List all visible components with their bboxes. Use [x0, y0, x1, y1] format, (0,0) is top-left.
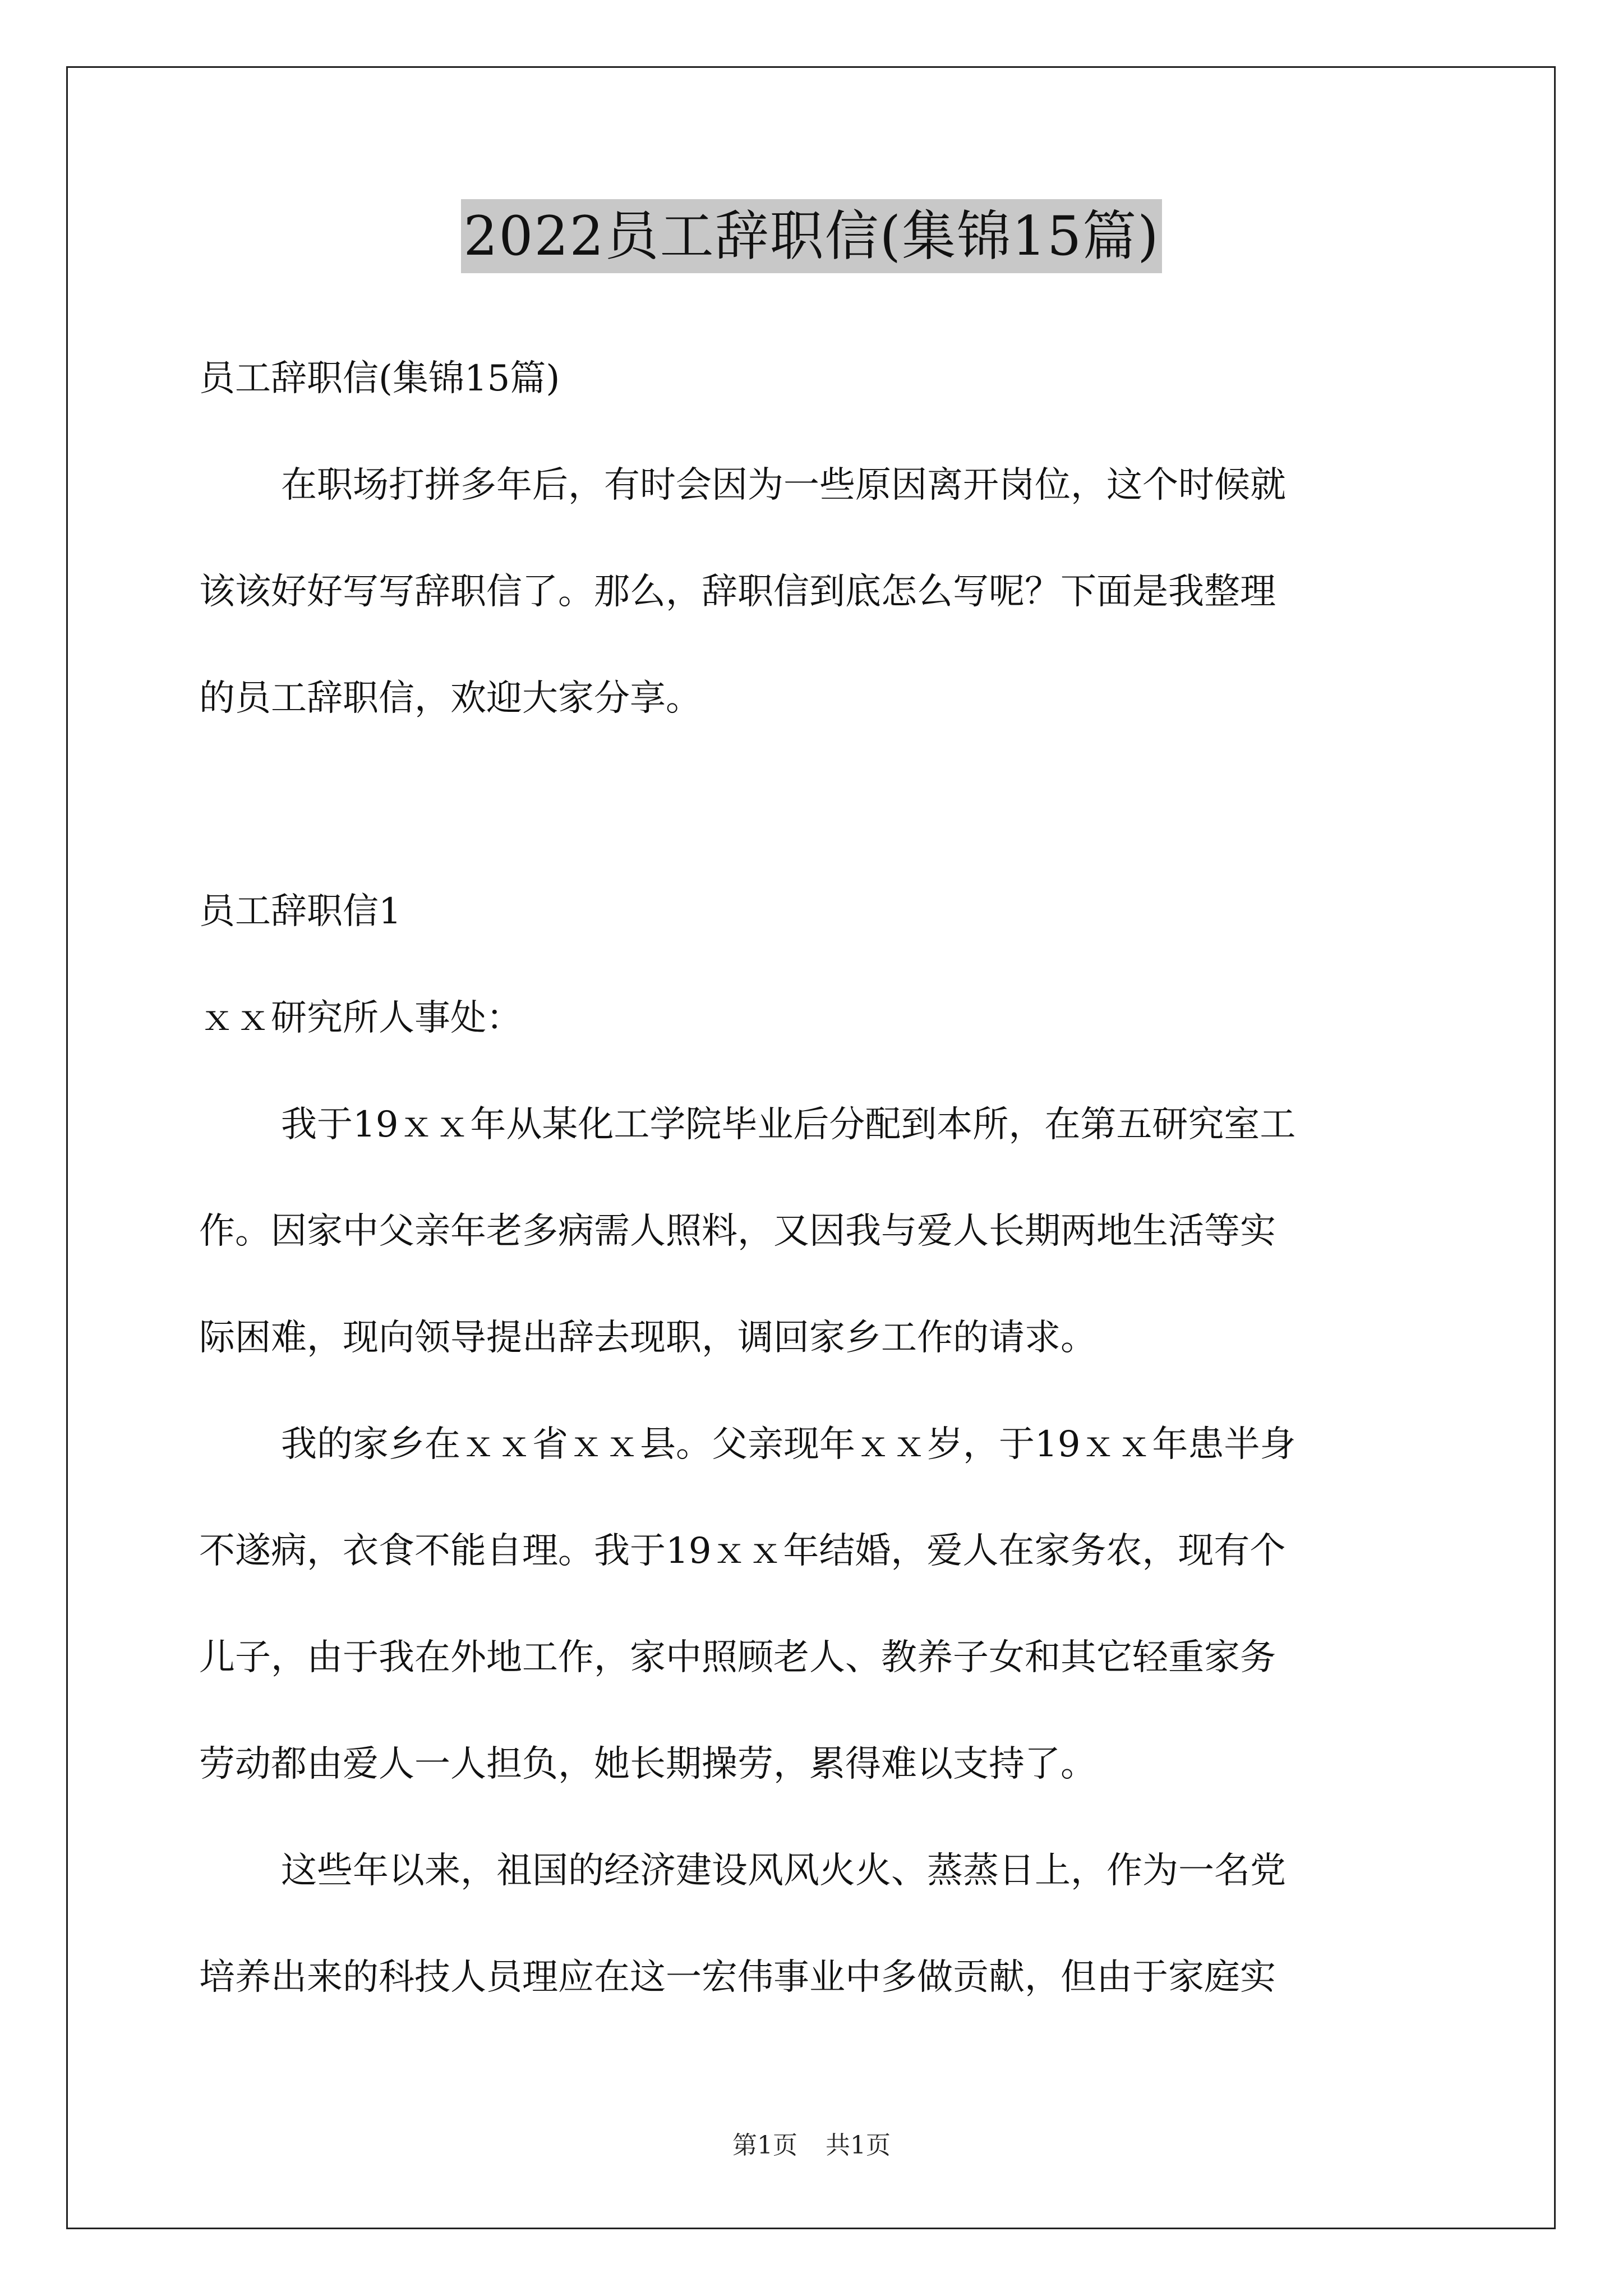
- paragraph1-line-3: 际困难，现向领导提出辞去现职，调回家乡工作的请求。: [199, 1317, 1096, 1359]
- paragraph3-line-1: 这些年以来，祖国的经济建设风风火火、蒸蒸日上，作为一名党: [281, 1850, 1286, 1892]
- intro-line-3: 的员工辞职信，欢迎大家分享。: [199, 678, 702, 719]
- paragraph2-line-2: 不遂病，衣食不能自理。我于19ｘｘ年结婚，爱人在家务农，现有个: [199, 1530, 1286, 1572]
- intro-line-2: 该该好好写写辞职信了。那么，辞职信到底怎么写呢？下面是我整理: [199, 571, 1276, 613]
- paragraph3-line-2: 培养出来的科技人员理应在这一宏伟事业中多做贡献，但由于家庭实: [199, 1957, 1276, 1998]
- paragraph2-line-4: 劳动都由爱人一人担负，她长期操劳，累得难以支持了。: [199, 1743, 1096, 1785]
- paragraph2-line-1: 我的家乡在ｘｘ省ｘｘ县。父亲现年ｘｘ岁，于19ｘｘ年患半身: [281, 1424, 1296, 1465]
- paragraph1-line-2: 作。因家中父亲年老多病需人照料，又因我与爱人长期两地生活等实: [199, 1211, 1276, 1252]
- subtitle: 员工辞职信(集锦15篇): [199, 358, 560, 399]
- intro-line-1: 在职场打拼多年后，有时会因为一些原因离开岗位，这个时候就: [281, 464, 1286, 506]
- page-number: 第1页: [732, 2131, 797, 2160]
- document-title: 2022员工辞职信(集锦15篇): [461, 199, 1161, 273]
- title-container: [0, 199, 1623, 273]
- paragraph1-line-1: 我于19ｘｘ年从某化工学院毕业后分配到本所，在第五研究室工: [281, 1104, 1296, 1145]
- page-footer: [0, 2129, 1623, 2162]
- salutation: ｘｘ研究所人事处：: [199, 997, 522, 1039]
- section-heading: 员工辞职信1: [199, 891, 402, 932]
- paragraph2-line-3: 儿子，由于我在外地工作，家中照顾老人、教养子女和其它轻重家务: [199, 1637, 1276, 1678]
- total-pages: 共1页: [826, 2131, 891, 2160]
